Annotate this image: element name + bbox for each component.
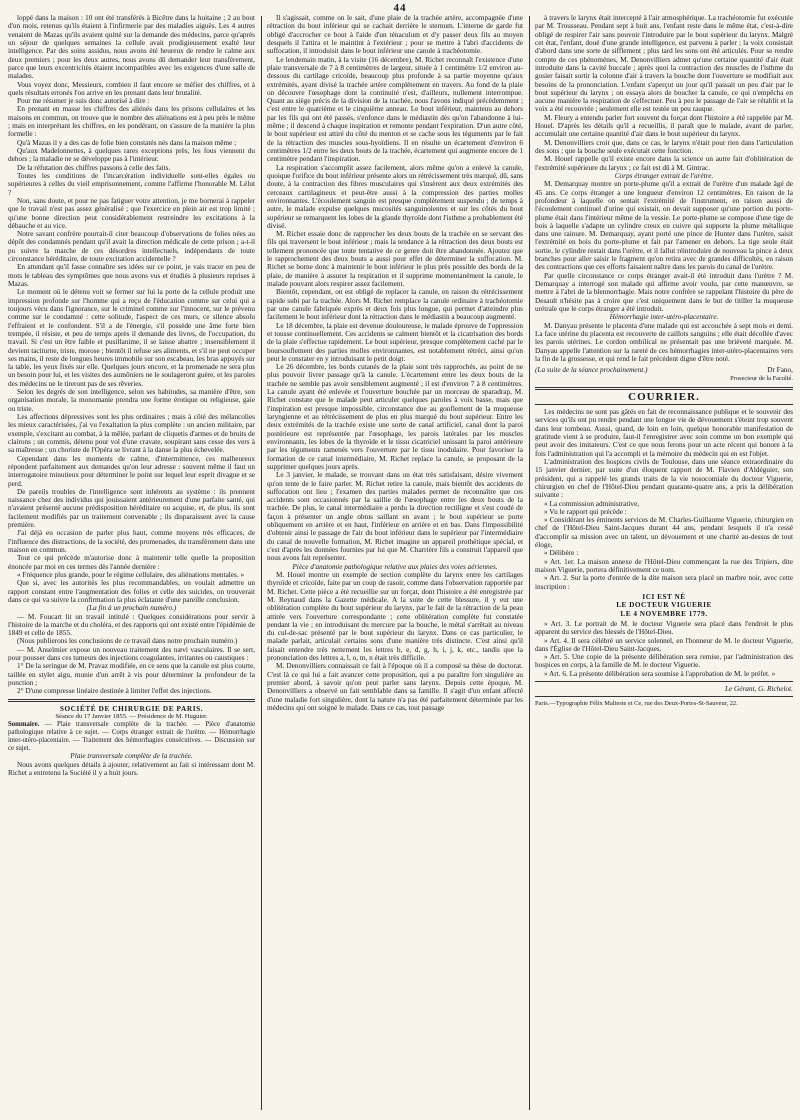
paragraph: ICI EST NÉ (642, 592, 686, 601)
summary-text: — Plaie transversale complète de la trachée. — Pièce d'anatomie pathologique relative à ce sujet. — Corps étranger extrait de l'urètre. — Hémorrhagie inter-utéro-placentaire. — Traitement des hémorrhagies consécutives. — Discussion sur ce sujet. (8, 721, 255, 752)
paragraph: Le 26 décembre, les bords cutanés de la plaie sont très rapprochés, au point de ne plus pouvoir livrer passage qu'à la canule. L'écartement entre les deux bouts de la trachée ne semble pas avoir sensiblement augmenté ; il est d'environ 7 à 8 centimètres. La canule ayant été enlevée et l'ouverture bouchée par un morceau de sparadrap, M. Richet constate que le malade peut articuler quelques paroles à voix basse, mais que l'inspiration est presque impossible, circonstance due au gonflement de la muqueuse laryngienne et au rétrécissement de plus en plus marqué du bout supérieur. Entre les deux extrémités de la trachée existe une sorte de canal artificiel, canal dont la paroi postérieure est représentée par l'œsophage, les parois latérales par les muscles environnants, les lobes de la thyroïde et le tissu cicatriciel unissant la paroi antérieure par les téguments ramenés vers l'ouverture par le tissu inodulaire. Pour favoriser la formation de ce canal intermédiaire, M. Richet replace la canule, se proposant de la supprimer quelques jours après. (267, 363, 523, 471)
paragraph: J'ai déjà eu occasion de parler plus haut, comme moyens très efficaces, de l'influence des distractions, de la société, des promenades, du transfèrement dans une maison en commun. (8, 529, 255, 554)
paragraph: à travers le larynx était intercepté à l'air atmosphérique. La trachéotomie fut exécutée par M. Trousseau. Pendant sept à huit ans, l'enfant reste dans le même état, c'est-à-dire obligé de respirer l'air sans pouvoir l'introduire par le bout supérieur du larynx. Malgré cet état, l'enfant, doué d'une grande intelligence, est parvenu à parler ; la voix consistait d'abord dans une sorte de sifflement ; plus tard les sons ont été articulés. Pour se rendre compte de ces phénomènes, M. Denonvilliers admet qu'une certaine quantité d'air était introduite dans la cavité buccale ; après quoi la contraction des muscles de l'isthme du gosier faisait sortir la colonne d'air à travers la bouche dont l'ouverture se modifiait aux besoins de la prononciation. L'enfant s'aperçut un jour qu'il passait un peu d'air par le bout supérieur du larynx ; on essaya alors de boucher la canule, ce qui n'empêcha en aucune manière la respiration de s'effectuer. Peu à peu le passage de l'air se rétablit et la voix a été recouvrée ; seulement elle est restée un peu rauque. (535, 14, 793, 114)
section-title-foreign-body: Corps étranger extrait de l'urètre. (614, 171, 714, 180)
paragraph: De la réfutation des chiffres passons à celle des faits. (17, 163, 171, 172)
paragraph: Pour me résumer je suis donc autorisé à dire : (17, 97, 150, 106)
column-rule-right (529, 16, 530, 1110)
inscription (535, 593, 793, 618)
society-session: Séance du 17 Janvier 1855. — Présidence de M. Huguier. (55, 712, 208, 720)
session-summary (8, 721, 255, 752)
paragraph: LE DOCTEUR VIGUERIE (616, 601, 712, 610)
paragraph: » Délibère : (544, 549, 579, 558)
signature-role: Prosecteur de la Faculté. (730, 375, 793, 383)
paragraph: M. Richet essaie donc de rapprocher les deux bouts de la trachée en se servant des fils qui traversent le bout inférieur ; mais la tendance à la rétraction des deux bouts est tellement prononcée que toute tentative de ce genre doit être abandonnée. Ajoutez que le rapprochement des deux bouts a aussi pour effet de déterminer la suffocation. M. Richet se borne donc à maintenir le bout inférieur le plus près possible des bords de la plaie, de manière à assurer la respiration et il supprime momentanément la canule, le malade pouvant alors respirer assez facilement. (267, 230, 523, 288)
column-rule-left (261, 16, 262, 1110)
page-number: 44 (393, 2, 407, 14)
column-middle (267, 14, 523, 1112)
paragraph: Les affections dépressives sont les plus ordinaires ; mais à côté des mélancolies les mieux caractérisées, j'ai vu l'exaltation la plus complète : un ancien militaire, par exemple, s'excitant au combat, à la mêlée, parlant de cliquetis d'armes et de bruits de clairons ; un commis, détenu pour vol d'une cravate, soupirant sans cesse des vers à sa maîtresse ; un choriste de l'Opéra se livrant à la danse la plus échevelée. (8, 413, 255, 455)
paragraph: « Fréquence plus grande, pour le régime cellulaire, des aliénations mentales. » (17, 570, 245, 579)
left-body (8, 14, 255, 604)
right-body (535, 14, 793, 172)
paragraph: Que si, avec les autorités les plus recommandables, on voulait admettre un rapport constant entre l'augmentation des folies et celle des suicides, on trouverait dans ce qui va suivre la confirmation la plus éclatante d'une pareille conclusion. (8, 579, 255, 604)
paragraph: (Nous publierons les conclusions de ce travail dans notre prochain numéro.) (17, 637, 238, 646)
paragraph: 2° D'une compresse linéaire destinée à limiter l'effet des injections. (17, 687, 212, 696)
paragraph: M. Houel rappelle qu'il existe encore dans la science un autre fait d'oblitération de l'extrémité supérieure du larynx ; ce fait est dû à M. Gintrac. (535, 155, 793, 172)
section-divider (8, 699, 255, 702)
left-notes (8, 613, 255, 696)
paragraph: Le 18 décembre, la plaie est devenue douloureuse, le malade éprouve de l'oppression et tousse continuellement. Ces accidents se calment bientôt et la cicatrisation des bords de la plaie s'effectue rapidement. Le bout supérieur, presque complètement caché par le boursouflement des parties molles environnantes, est notablement rétréci, ainsi qu'on peut le constater en y introduisant le petit doigt. (267, 321, 523, 363)
paragraph: M. Denonvilliers croit que, dans ce cas, le larynx n'était pour rien dans l'articulation des sons ; que la bouche seule exécutait cette fonction. (535, 138, 793, 155)
paragraph: Qu'à Mazas il y a des cas de folie bien constatés nés dans la maison même ; (17, 138, 237, 147)
paragraph: Toutes les conditions de l'incarcération individuelle sont-elles égales ou supérieures à celles du vieil emprisonnement, comme l'affirme l'honorable M. Lélut ? (8, 171, 255, 197)
paragraph: — M. Foucart lit un travail intitulé : Quelques considérations pour servir à l'histoire de la marche et du choléra, et des rapports qui ont existé entre l'épidémie de 1849 et celle de 1855. (8, 612, 255, 638)
paragraph: Selon les degrés de son intelligence, selon ses habitudes, sa manière d'être, son organisation morale, la monomanie prendra une forme érotique ou religieuse, gaie ou triste. (8, 388, 255, 413)
paragraph: Par quelle circonstance ce corps étranger avait-il été introduit dans l'urètre ? M. Demarquay a interrogé son malade qui affirme avoir voulu, par cette manœuvre, se mettre à l'abri de la blennorrhagie. Mais notre confrère se rappelant l'histoire du père de Desault n'hésite pas à croire que c'est uniquement dans le but de titiller la muqueuse urétrale que le corps étranger a été introduit. (535, 271, 793, 313)
paragraph: « La commission administrative, (544, 499, 640, 508)
paragraph: Il s'agissait, comme on le sait, d'une plaie de la trachée artère, accompagnée d'une rétraction du bout inférieur qui se cachait derrière le sternum. L'interne de garde fut obligé d'accrocher ce bout à l'aide d'un ténaculum et d'y passer deux fils au moyen desquels il l'attira et le maintint à l'extérieur ; pour se mettre à l'abri d'accidents de suffocation, il introduisit dans le bout inférieur une canule à trachéotomie. (267, 14, 523, 56)
paragraph: Cependant dans les moments de calme, d'intermittence, ces malheureux répondent parfaitement aux demandes qu'on leur adresse : souvent même il faut un interrogatoire minutieux pour déterminer le point sur lequel leur esprit divague et se perd. (8, 454, 255, 488)
paragraph: M. Demarquay montre un porte-plume qu'il a extrait de l'urètre d'un malade âgé de 45 ans. Ce corps étranger a une longueur d'environ 12 centimètres. En raison de la profondeur à laquelle on sentait l'extrémité de l'instrument, en raison aussi de l'écoulement continuel d'urine qui existait, on devait supposer qu'une portion du porte-plume était dans l'intérieur même de la vessie. Le porte-plume se compose d'une tige de bois à laquelle s'adapte un cylindre creux en cuivre qui supporte la plume métallique dans une rainure. M. Demarquay, ayant porté une pince de Hunter dans l'urètre, saisit l'extrémité en bois du porte-plume et fait par l'amener en dehors. La tige seule était sortie, le cylindre restait dans l'urètre, et il fallut réintroduire de nouveau la pince à deux branches pour aller saisir le fragment qu'on retira avec de grandes difficultés, en raison des contractions que ces efforts faisaient naître dans les parois du canal de l'urètre. (535, 180, 793, 272)
printer-line: Paris.—Typographie Félix Malteste et Ce, rue des Deux-Portes-St-Sauveur, 22. (535, 700, 738, 708)
continued-note: (La suite de la séance prochainement.) (535, 366, 648, 375)
signature (730, 366, 793, 384)
paragraph: Nous avons quelques détails à ajouter, relativement au fait si intéressant dont M. Richet a entretenu la Société il y a huit jours. (8, 760, 255, 778)
paragraph: — M. Anselmier expose un nouveau traitement des nævi vasculaires. Il se sert, pour pousser dans ces tumeurs des injections coagulantes, irritantes ou caustiques : (8, 645, 255, 663)
paragraph: » Art. 1er. La maison annexe de l'Hôtel-Dieu commençant la rue des Tripiers, dite maison Viguerie, portera définitivement ce nom. (535, 557, 793, 574)
paragraph: L'administration des hospices civils de Toulouse, dans une séance extraordinaire du 15 janvier dernier, par suite d'un éloquent rapport de M. Flavien d'Aldéguier, son président, qui a rappelé les grands traits de la vie nosocomiale du docteur Viguerie, chirurgien en chef de l'Hôtel-Dieu pendant quarante-quatre ans, a pris la délibération suivante : (535, 457, 793, 500)
paragraph: » Art. 2. Sur la porte d'entrée de la dite maison sera placé un marbre noir, avec cette inscription : (535, 574, 793, 591)
paragraph: Le moment où le détenu voit se fermer sur lui la porte de la cellule produit une impression profonde sur l'homme qui a reçu de l'éducation comme sur celui qui a toujours vécu dans l'ignorance, sur le criminel comme sur l'innocent, sur le prévenu comme sur le condamné : cette solitude, l'aspect de ces murs, ce silence absolu l'effraient et le confondent. S'il a de l'énergie, s'il possède une âme forte bien trempée, il résiste, et peu de temps après il demande des livres, de l'occupation, du travail. Si c'est un être faible et pusillanime, il se laisse abattre ; insensiblement il devient taciturne, triste, morose ; bientôt il refuse ses aliments, et s'il ne peut occuper ses mains, il reste de longues heures immobile sur son escabeau, les bras appuyés sur la table, les yeux fixés sur elle. Quelques jours encore, et la promenade ne sera plus un besoin pour lui, et les visites des aumôniers ne le soulageront guère, et les paroles des médecins ne le tireront pas de ses rêveries. (8, 288, 255, 388)
section-title-trachea: Plaie transversale complète de la trachée. (70, 752, 193, 761)
paragraph: Non, sans doute, et pour ne pas fatiguer votre attention, je me bornerai à rappeler que le travail n'est pas assez généralisé ; que l'exercice en plein air est trop limité ; qu'une bonne direction peut considérablement restreindre les excitations à la débauche et au vice. (8, 196, 255, 230)
section-divider (535, 696, 793, 697)
paragraph: 1° De la seringue de M. Pravaz modifiée, en ce sens que la canule est plus courte, taillée en stylet aigu, munie d'un arrêt à vis pour déterminer la profondeur de la ponction ; (8, 662, 255, 687)
paragraph: Le lendemain matin, à la visite (16 décembre), M. Richet reconnaît l'existence d'une plaie transversale de 7 à 8 centimètres de largeur, située à 1 centimètre 1/2 environ au-dessous du cartilage cricoïde, beaucoup plus profonde à sa partie moyenne qu'aux extrémités, ayant divisé la trachée artère complètement en travers. Au fond de la plaie on découvre l'œsophage dont la continuité n'est, d'ailleurs, nullement interrompue. Quant au siège précis de la division de la trachée, nous l'avons indiqué précédemment ; c'est entre le quatrième et le cinquième anneau. Le bout inférieur, maintenu au dehors par les fils qui ont été passés, s'enfonce dans le médiastin dès qu'on l'abandonne à lui-même ; il descend à chaque inspiration et remonte pendant l'expiration. D'un autre côté, le bout supérieur est attiré du côté du menton et se cache sous les téguments par le fait de la rétraction des muscles sous-hyoïdiens. Il en résulte un écartement d'environ 6 centimètres 1/2 entre les deux bouts de la trachée, écartement qui augmente encore de 1 centimètre pendant l'inspiration. (267, 55, 523, 164)
section-divider (535, 404, 793, 405)
summary-label: Sommaire. (8, 721, 40, 729)
paragraph: » Art. 6. La présente délibération sera soumise à l'approbation de M. le préfet. » (544, 669, 776, 678)
paragraph: M. Denonvilliers connaissait ce fait à l'époque où il a composé sa thèse de doctorat. C'est là ce qui lui a fait avancer cette proposition, qui a pu paraître fort singulière au premier abord, à savoir qu'on peut parler sans larynx. Depuis cette époque, M. Denonvilliers a observé un fait semblable dans sa famille. Il s'agit d'un enfant affecté d'une maladie fort singulière, dont la nature n'a pas été parfaitement déterminée par les médecins qui ont soigné le malade. Dans ce cas, tout passage (267, 662, 523, 712)
paragraph: Qu'aux Madelonnettes, à quelques rares exceptions près, les fous viennent du dehors ; la maladie ne se développe pas à l'intérieur. (8, 147, 255, 164)
paragraph: En prenant en masse les chiffres des aliénés dans les prisons cellulaires et les maisons en commun, on trouve que le nombre des aliénations est à peu près le même ; mais en interprétant les chiffres, en les pondérant, on s'assure de la manière la plus formelle : (8, 105, 255, 139)
paragraph: De pareils troubles de l'intelligence sont inhérents au système : ils prennent naissance chez des individus qui jouissaient antérieurement d'une parfaite santé, qui n'avaient présenté aucune prédisposition héréditaire ou acquise, et, de plus, ils sont facilement modifiés par un traitement convenable ; ils disparaissent avec la cause première. (8, 487, 255, 530)
paragraph: » Vu le rapport qui précède : (544, 507, 627, 516)
paragraph: Vous voyez donc, Messieurs, combien il faut encore se méfier des chiffres, et à quels résultats erronés l'on arrive en les prenant dans leur brutalité. (8, 80, 255, 97)
signature-block (535, 366, 793, 384)
courrier-title: COURRIER. (628, 390, 700, 403)
paragraph: M. Fleury a entendu parler fort souvent du forçat dont l'histoire a été rappelée par M. Houel. D'après les détails qu'il a recueillis, il paraît que le malade, avant de parler, accumulait une certaine quantité d'air dans le bout supérieur du larynx. (535, 113, 793, 139)
column-left (8, 14, 255, 1112)
courrier-body (535, 408, 793, 591)
courrier-final (535, 620, 793, 678)
paragraph: Notre savant confrère pourrait-il citer beaucoup d'observations de folies nées au dépôt des condamnés pendant qu'il avait la direction médicale de cette prison ; a-t-il pu suivre la marche de ces désordres intellectuels, indépendants de toute circonstance héréditaire, de toute excitation accidentelle ? (8, 230, 255, 264)
paragraph: La respiration s'accomplit assez facilement, alors même qu'on a enlevé la canule, quoique l'orifice du bout inférieur présente alors un rétrécissement très marqué, dû, sans doute, à la contraction des fibres musculaires qui s'insèrent aux deux extrémités des cerceaux cartilagineux et peut-être aussi à la compression des parties molles environnantes. L'écoulement sanguin est presque complètement suspendu ; de temps à autre, le malade expulse quelques mucosités sanguinolentes et sur les côtés du bout supérieur se remarquent les lobes de la glande thyroïde dont l'isthme a probablement été divisé. (267, 163, 523, 230)
paragraph: Tout ce qui précède m'autorise donc à maintenir telle quelle la proposition énoncée par moi en ces termes dès l'année dernière : (8, 554, 255, 571)
paragraph: Les médecins ne sont pas gâtés en fait de reconnaissance publique et le souvenir des services qu'ils ont pu rendre pendant une longue vie de dévouement s'éteint trop souvent dans leur tombeau. Aussi, quand, de loin en loin, quelque honorable manifestation de gratitude vient à se produire, faut-il l'enregistrer avec soin comme un bon exemple qui peut avoir des imitateurs. C'est ce que nous ferons pour un acte récent qui honore à la fois l'administration qui l'a accompli et la mémoire du médecin qui en est l'objet. (535, 408, 793, 458)
column-right (535, 14, 793, 1112)
middle-body (267, 14, 523, 563)
paragraph: » Art. 5. Une copie de la présente délibération sera remise, par l'administration des hospices en corps, à la famille de M. le docteur Viguerie. (535, 653, 793, 670)
foreign-body-text (535, 180, 793, 313)
to-be-continued: (La fin à un prochain numéro.) (86, 604, 177, 613)
signature-name: Dr Fano, (767, 366, 793, 375)
paragraph: En attendant qu'il fasse connaître ses idées sur ce point, je vais tracer en peu de mots le tableau des symptômes que nous avons vus et étudiés à plusieurs reprises à Mazas. (8, 263, 255, 288)
paragraph: LE 4 NOVEMBRE 1779. (620, 609, 708, 618)
paragraph: Bientôt, cependant, on est obligé de replacer la canule, en raison du rétrécissement rapide subi par la trachée. Alors M. Richet remplace la canule ordinaire à trachéotomie par une canule fabriquée exprès et deux fois plus longue, qui permet d'atteindre plus facilement le bout inférieur dont la rétraction dans le médiastin a beaucoup augmenté. (267, 288, 523, 322)
section-divider (535, 681, 793, 682)
paragraph: » Art. 3. Le portrait de M. le docteur Viguerie sera placé dans l'endroit le plus apparent du service des blessés de l'Hôtel-Dieu. (535, 619, 793, 637)
paragraph: M. Danyau présente le placenta d'une malade qui est accouchée à sept mois et demi. La face utérine du placenta est recouverte de caillots sanguins ; elle était décollée d'avec les parois utérines. Le cordon ombilical ne présentait pas une brièveté marquée. M. Danyau appelle l'attention sur la rareté de ces hémorrhagies inter-utéro-placentaires vers la fin de la grossesse, et qui rend le fait précédent digne d'être noté. (535, 321, 793, 363)
paragraph: loppé dans la maison : 10 ont été transférés à Bicêtre dans la huitaine ; 2 au bout d'un mois, retenus qu'ils étaient à l'infirmerie par des maladies aiguës. Les 4 autres venaient de Mazas qu'ils avaient quitté sur la demande des médecins, parce qu'après un séjour de quelques semaines la cellule avait prodigieusement exalté leur intelligence. Par des soins assidus, nous avons été heureux de rendre le calme aux deux premiers ; pour les deux autres, nous avons dû demander leur transfèrement, parce que leurs excentricités étaient incompatibles avec les exigences d'une salle de malades. (8, 14, 255, 81)
paragraph: » Art. 4. Il sera célébré un service solennel, en l'honneur de M. le docteur Viguerie, dans l'Église de l'Hôtel-Dieu Saint-Jacques. (535, 636, 793, 653)
paragraph: Le 3 janvier, le malade, se trouvant dans un état très satisfaisant, désire vivement qu'on tente de le faire parler. M. Richet retire la canule, mais bientôt des accidents de suffocation ont lieu ; l'examen des parties malades permet de reconnaître que ces accidents sont occasionnés par la saillie de l'œsophage entre les deux bouts de la trachée. De plus, le canal intermédiaire a perdu la direction rectiligne et s'est coudé de façon à présenter un angle obtus saillant en avant ; le bout supérieur se porte obliquement en arrière et en haut, l'inférieur en arrière et en bas. Dans l'impossibilité d'obtenir ainsi le passage de l'air du bout inférieur dans le supérieur par l'intermédiaire du canal de nouvelle formation, M. Richet imagine un appareil prothétique spécial, et c'est d'après les données fournies par lui que M. Charrière fils a construit l'appareil que nous avons fait représenter. (267, 471, 523, 563)
section-title-hemorrhage: Hémorrhagie inter-utéro-placentaire. (609, 313, 719, 322)
section-divider (535, 387, 793, 390)
paragraph: M. Houel montre un exemple de section complète du larynx entre les cartilages thyroïde et cricoïde, faite par un coup de rasoir, comme dans l'observation rapportée par M. Richet. Cette pièce a été recueillie sur un forçat, dont l'histoire a été enregistrée par M. Reynaud dans la Gazette médicale. A la suite de cette blessure, il y eut une oblitération complète du bout supérieur du larynx, par le fait de la rétraction de la peau attirée vers l'ouverture correspondante ; cette oblitération complète fut constatée pendant la vie ; en introduisant du mercure par la bouche, le métal s'arrêtait au niveau du cul-de-sac présenté par le bout supérieur du larynx. Dans ce cas particulier, le malade parlait, articulait certains sons d'une manière très distincte. C'est ainsi qu'il faisait entendre très nettement les lettres b, e, d, g, h, i, j, k, etc., tandis que la prononciation des lettres a, l, o, m, n était très difficile. (267, 570, 523, 663)
society-title: SOCIÉTÉ DE CHIRURGIE DE PARIS. (59, 704, 204, 713)
section-title-anatomy-piece: Pièce d'anatomie pathologique relative aux plaies des voies aériennes. (292, 562, 498, 571)
gerant-line: Le Gérant, G. Richelot. (724, 685, 793, 694)
paragraph: » Considérant les éminents services de M. Charles-Guillaume Viguerie, chirurgien en chef de l'Hôtel-Dieu Saint-Jacques durant 44 ans, pendant lesquels il n'a cessé d'accomplir sa mission avec un talent, un dévouement et une charité au-dessus de tout éloge, (535, 516, 793, 550)
middle-piece-body (267, 571, 523, 712)
